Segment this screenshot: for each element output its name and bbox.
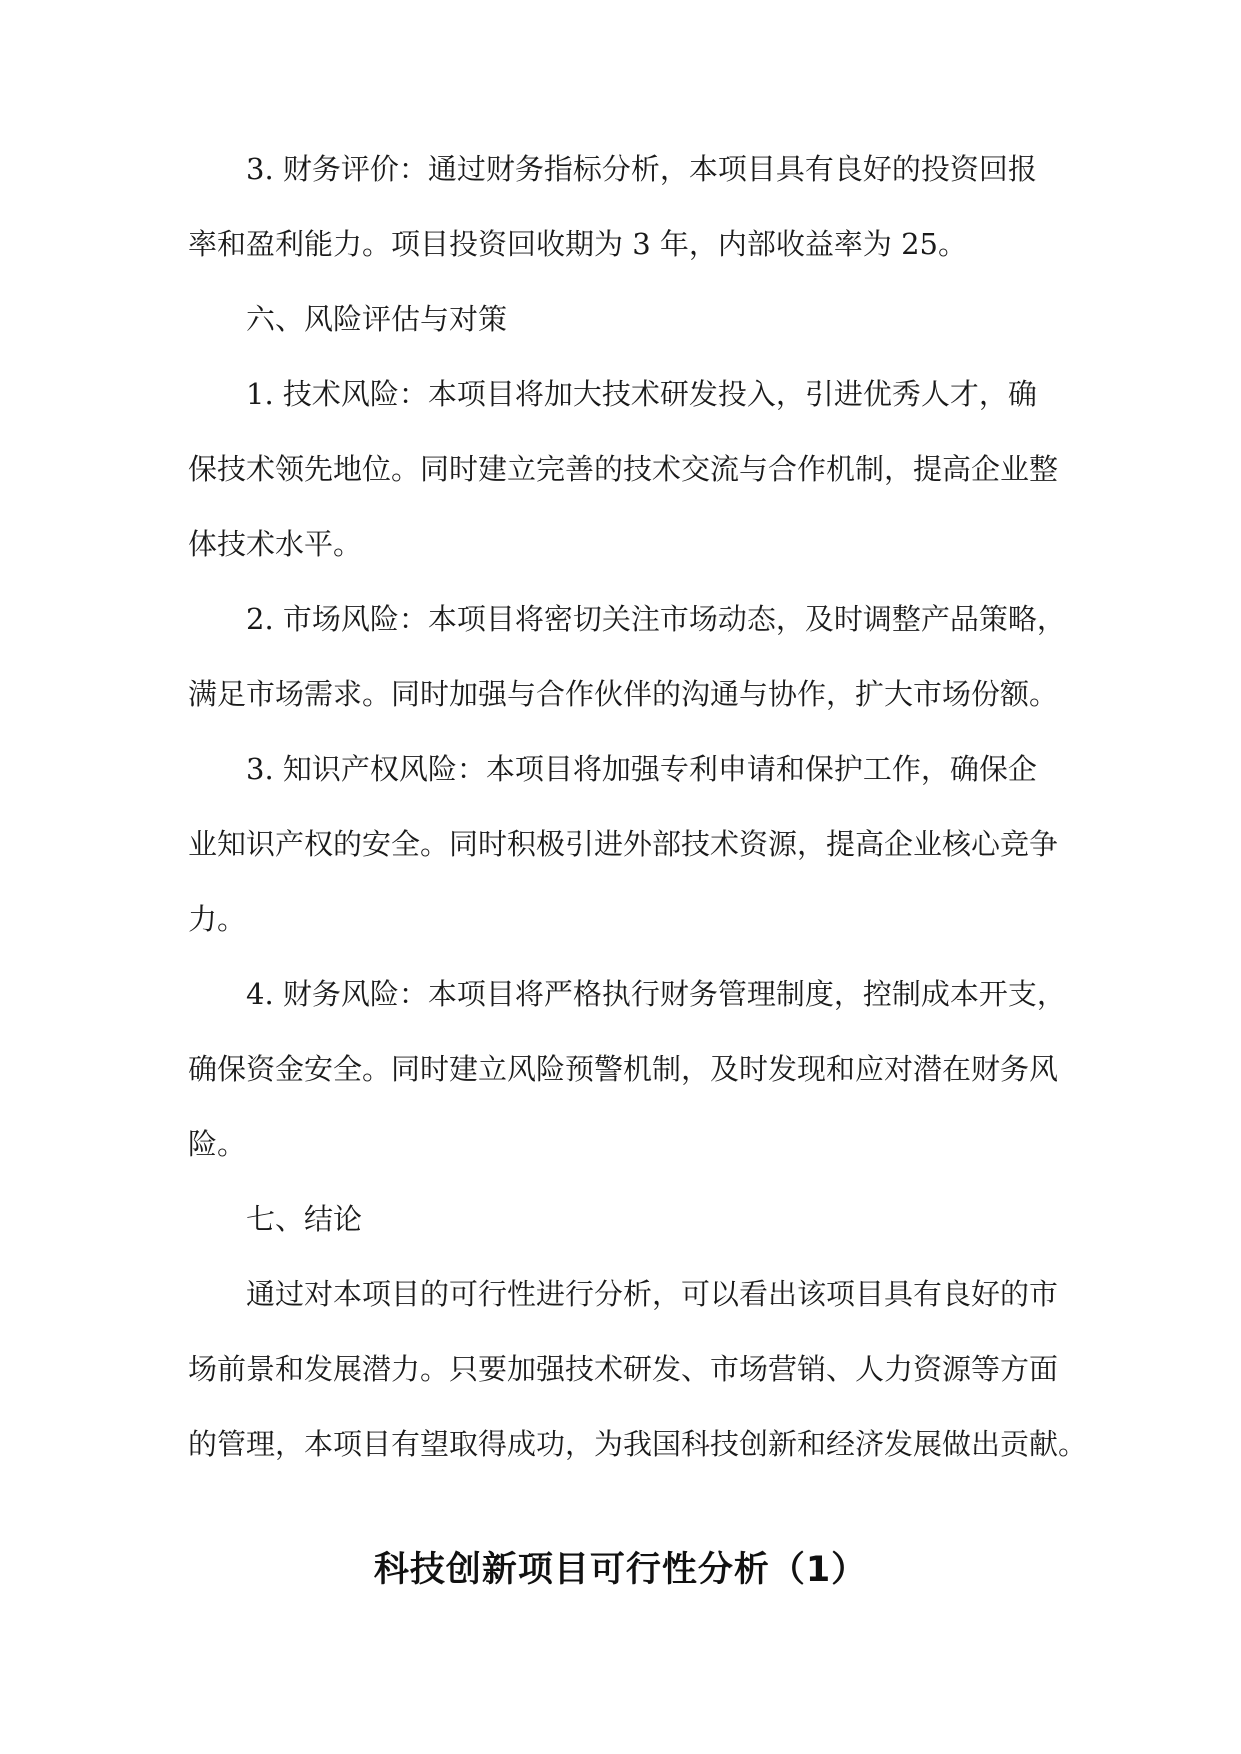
paragraph-market-risk	[188, 598, 1066, 748]
text-line: 险。	[188, 1127, 247, 1161]
paragraph-ip-risk	[188, 748, 1058, 973]
text-line: 确保资金安全。同时建立风险预警机制，及时发现和应对潜在财务风	[188, 1052, 1059, 1086]
text-line: 保技术领先地位。同时建立完善的技术交流与合作机制，提高企业整	[188, 452, 1059, 486]
text-line: 满足市场需求。同时加强与合作伙伴的沟通与协作，扩大市场份额。	[188, 677, 1059, 711]
paragraph-technical-risk	[188, 373, 1058, 598]
text-line: 3. 知识产权风险：本项目将加强专利申请和保护工作，确保企	[246, 752, 1037, 786]
section-heading-conclusion	[188, 1198, 1058, 1273]
section-heading-text: 六、风险评估与对策	[246, 302, 508, 336]
paragraph-conclusion	[188, 1273, 1088, 1498]
text-line: 率和盈利能力。项目投资回收期为 3 年，内部收益率为 25。	[188, 227, 968, 261]
document-title: 科技创新项目可行性分析（1）	[373, 1550, 868, 1590]
text-line: 2. 市场风险：本项目将密切关注市场动态，及时调整产品策略，	[246, 602, 1066, 636]
text-line: 1. 技术风险：本项目将加大技术研发投入，引进优秀人才，确	[246, 377, 1037, 411]
document-body	[188, 148, 1088, 1498]
paragraph-financial-risk	[188, 973, 1066, 1198]
text-line: 体技术水平。	[188, 527, 363, 561]
text-line: 通过对本项目的可行性进行分析，可以看出该项目具有良好的市	[246, 1277, 1059, 1311]
text-line: 3. 财务评价：通过财务指标分析，本项目具有良好的投资回报	[246, 152, 1037, 186]
text-line: 力。	[188, 902, 247, 936]
text-line: 4. 财务风险：本项目将严格执行财务管理制度，控制成本开支，	[246, 977, 1066, 1011]
text-line: 业知识产权的安全。同时积极引进外部技术资源，提高企业核心竞争	[188, 827, 1059, 861]
text-line: 的管理，本项目有望取得成功，为我国科技创新和经济发展做出贡献。	[188, 1427, 1088, 1461]
section-heading-risk	[188, 298, 1058, 373]
section-heading-text: 七、结论	[246, 1202, 363, 1236]
text-line: 场前景和发展潜力。只要加强技术研发、市场营销、人力资源等方面	[188, 1352, 1059, 1386]
paragraph-financial-evaluation	[188, 148, 1058, 298]
